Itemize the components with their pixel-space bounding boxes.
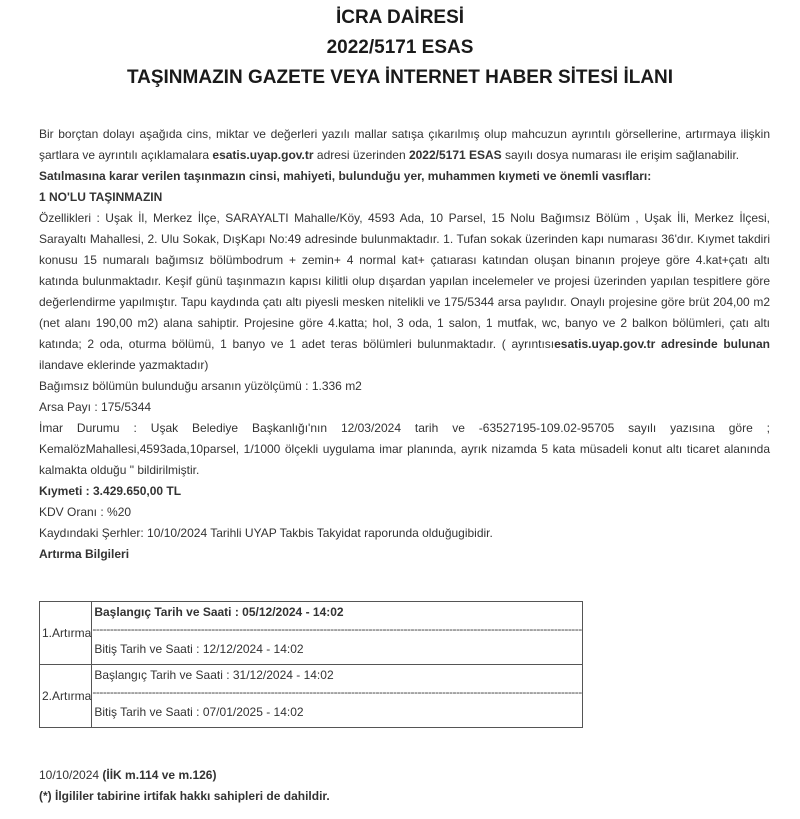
auction-start: Başlangıç Tarih ve Saati : 05/12/2024 - 14:02 [94, 605, 344, 619]
case-number-title: 2022/5171 ESAS [326, 37, 474, 58]
esatis-link[interactable]: esatis.uyap.gov.tr [212, 148, 314, 162]
auction-end: Bitiş Tarih ve Saati : 07/01/2025 - 14:02 [94, 705, 304, 719]
auction-row [40, 602, 583, 665]
auction-start: Başlangıç Tarih ve Saati : 31/12/2024 - 14:02 [94, 668, 334, 682]
case-number: 2022/5171 ESAS [408, 148, 502, 162]
description-text: Özellikleri : Uşak İl, Merkez İlçe, SARAYALTI Mahalle/Köy, 4593 Ada, 10 Parsel, 15 Nolu Bağımsız Bölüm , Uşak İli, Merkez İlçesi, Sarayaltı Mahallesi, 2. Ulu Sokak, DışKapı No:49 adresinde bulunmaktadır. 1. Tufan sokak üzerinden kapı numarası 36'dır. Kıymet takdiri konusu 15 numaralı bağımsız bölümbodrum + zemin+ 4 normal kat+ çatıarası katından oluşan binanın projeye göre 4.kat+çatı altı katında bulunmaktadır. Keşif günü taşınmazın kapısı kilitli olup dışardan yapılan incelemeler ve projesi üzerinden yapılan tespitlere göre değerlendirme yapılmıştır. Tapu kaydında çatı altı piyesli mesken nitelikli ve 175/5344 arsa paylıdır. Onaylı projesine göre brüt 204,00 m2 (net alanı 190,00 m2) alana sahiptir. Projesine göre 4.katta; hol, 3 oda, 1 salon, 1 mutfak, wc, banyo ve 2 balkon bölümleri, çatı altı katında; 2 oda, oturma bölümü, 1 banyo ve 1 adet teras bölümleri bulunmaktadır. ( ayrıntısı [39, 211, 770, 351]
description-link[interactable]: esatis.uyap.gov.tr adresinde bulunan [554, 337, 770, 351]
auction-heading: Artırma Bilgileri [39, 547, 130, 561]
dashed-divider: -------------------------------------------------------------------------------------------------------------------------------------------- [92, 686, 582, 698]
property-description [39, 208, 770, 376]
auction-label: 2.Artırma [40, 665, 92, 728]
auction-end: Bitiş Tarih ve Saati : 12/12/2024 - 14:02 [94, 642, 304, 656]
intro-text: adresi üzerinden [313, 148, 409, 162]
section-heading: Satılmasına karar verilen taşınmazın cinsi, mahiyeti, bulunduğu yer, muhammen kıymeti ve önemli vasıfları: [39, 169, 652, 183]
encumbrances: Kaydındaki Şerhler: 10/10/2024 Tarihli UYAP Takbis Takyidat raporunda olduğugibidir. [39, 526, 493, 540]
appraised-value: Kıymeti : 3.429.650,00 TL [39, 484, 182, 498]
land-area: Bağımsız bölümün bulunduğu arsanın yüzölçümü : 1.336 m2 [39, 379, 362, 393]
auction-row [40, 665, 583, 728]
auction-label: 1.Artırma [40, 602, 92, 665]
intro-text: Bir borçtan dolayı aşağıda cins, miktar ve değerleri yazılı mallar satışa çıkarılmış olup mahcuzun ayrıntılı görsellerine, artırmaya ilişkin şartlara ve ayrıntılı açıklamalara [39, 127, 770, 162]
property-title: 1 NO'LU TAŞINMAZIN [39, 190, 163, 204]
notice-body [39, 124, 770, 565]
footer-date: 10/10/2024 [39, 768, 100, 782]
dashed-divider: -------------------------------------------------------------------------------------------------------------------------------------------- [92, 623, 582, 635]
intro-paragraph [39, 124, 770, 166]
footer-note: (*) İlgililer tabirine irtifak hakkı sahipleri de dahildir. [39, 789, 330, 803]
office-title: İCRA DAİRESİ [335, 7, 465, 28]
intro-text: sayılı dosya numarası ile erişim sağlanabilir. [501, 148, 740, 162]
zoning-status: İmar Durumu : Uşak Belediye Başkanlığı'nın 12/03/2024 tarih ve -63527195-109.02-95705 sayılı yazısına göre ; KemalözMahallesi,4593ada,10parsel, 1/1000 ölçekli uygulama imar planında, ayrık nizamda 5 kata müsadeli konut altı ticaret alanında kalmakta olduğu " bildirilmiştir. [39, 421, 770, 477]
auction-table [39, 601, 583, 728]
vat-rate: KDV Oranı : %20 [39, 505, 132, 519]
law-reference: (İİK m.114 ve m.126) [99, 768, 217, 782]
footer-date-line [39, 765, 330, 786]
auction-dates [92, 602, 582, 665]
auction-dates [92, 665, 582, 728]
notice-title: TAŞINMAZIN GAZETE VEYA İNTERNET HABER SİTESİ İLANI [126, 67, 674, 88]
land-share: Arsa Payı : 175/5344 [39, 400, 152, 414]
footer [39, 765, 330, 807]
description-text: ilandave eklerinde yazmaktadır) [39, 358, 209, 372]
